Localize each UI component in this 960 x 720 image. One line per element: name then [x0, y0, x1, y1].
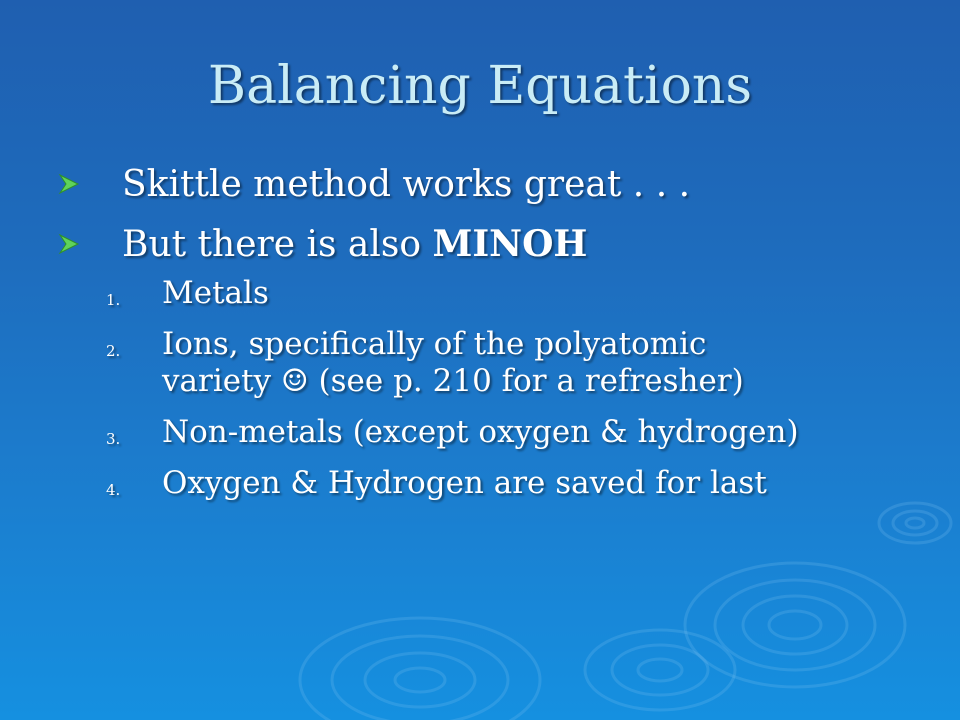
minoh-acronym: MINOH — [432, 223, 588, 265]
bullet-item — [58, 214, 690, 274]
item-text: Non-metals (except oxygen & hydrogen) — [162, 414, 799, 450]
item-text: Metals — [162, 275, 269, 311]
item-number: 1. — [106, 291, 121, 309]
numbered-item — [106, 465, 892, 502]
slide-title: Balancing Equations — [207, 56, 753, 116]
arrowhead-bullet-icon — [58, 173, 122, 195]
bullet-text: But there is also MINOH — [122, 223, 588, 265]
item-text: Ions, specifically of the polyatomic variety ☺ (see p. 210 for a refresher) — [162, 326, 744, 399]
bullet-text: Skittle method works great . . . — [122, 164, 691, 205]
arrowhead-bullet-icon — [58, 233, 122, 255]
bullet-list — [58, 154, 690, 274]
item-text: Oxygen & Hydrogen are saved for last — [162, 465, 767, 501]
item-number: 2. — [106, 342, 121, 360]
bullet-item — [58, 154, 690, 214]
numbered-list — [106, 275, 892, 516]
item-number: 4. — [106, 481, 121, 499]
numbered-item — [106, 275, 892, 312]
numbered-item — [106, 414, 892, 451]
item-number: 3. — [106, 430, 121, 448]
numbered-item — [106, 326, 892, 400]
